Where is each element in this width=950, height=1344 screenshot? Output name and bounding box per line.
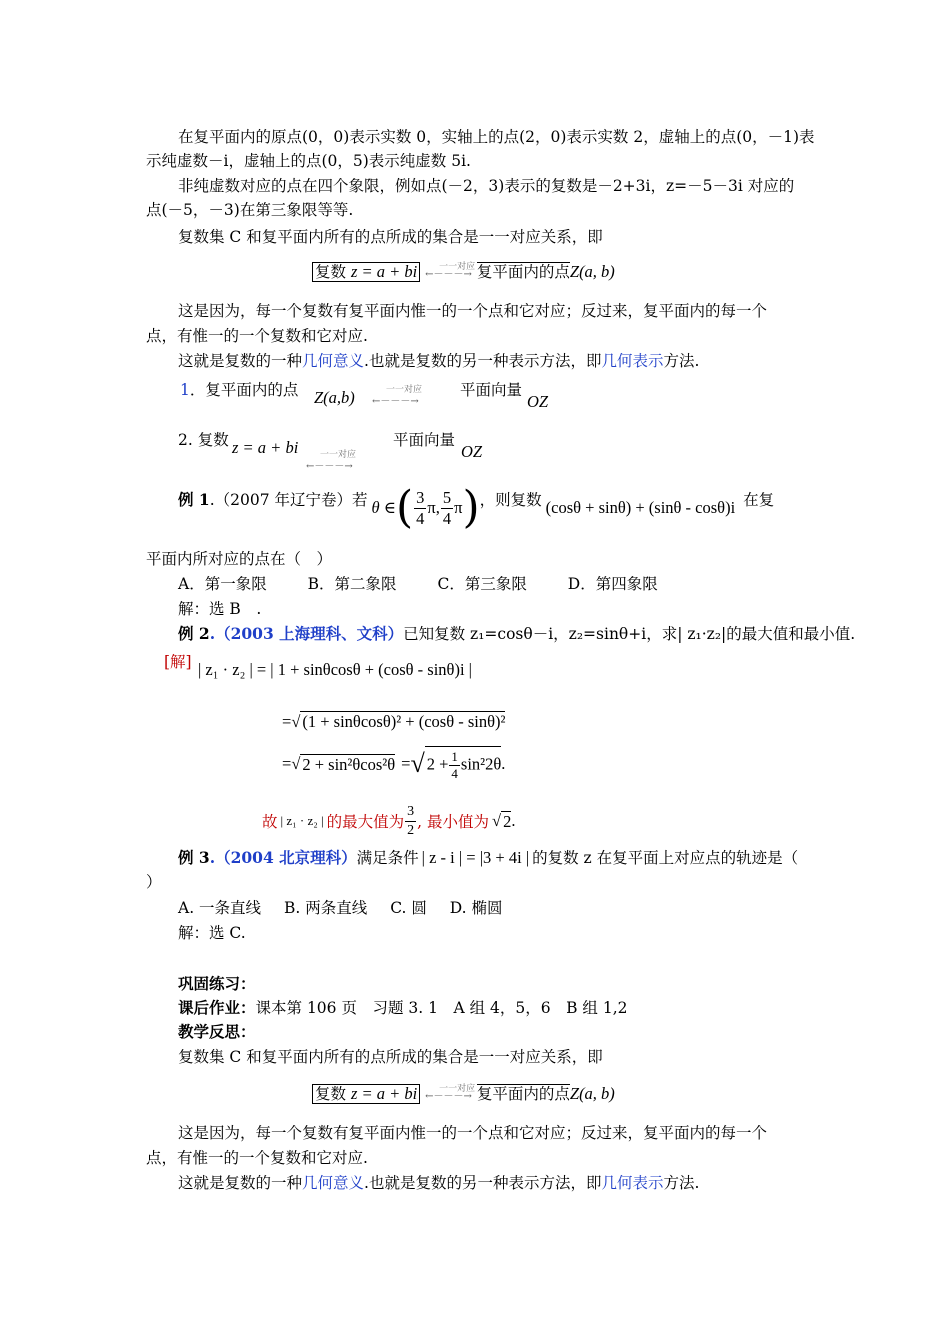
line3-end: . xyxy=(501,754,506,773)
example2-label: 例 2 xyxy=(178,624,210,643)
para5b xyxy=(178,1171,699,1195)
homework-line xyxy=(178,996,628,1020)
para1-line1: 在复平面内的原点(0，0)表示实数 0，实轴上的点(2，0)表示实数 2，虚轴上的点(0，－1)表 xyxy=(178,128,815,146)
para3b: 复数集 C 和复平面内所有的点所成的集合是一一对应关系，即 xyxy=(178,1048,603,1066)
para4-line2: 点，有惟一的一个复数和它对应. xyxy=(146,327,368,345)
ex3-option-c[interactable]: C. 圆 xyxy=(390,899,427,917)
frac1-num: 3 xyxy=(416,487,425,507)
option-b[interactable]: B．第二象限 xyxy=(307,575,397,593)
para3: 复数集 C 和复平面内所有的点所成的集合是一一对应关系，即 xyxy=(178,228,603,246)
conclusion-end: . xyxy=(511,811,516,830)
frac2-den: 4 xyxy=(442,508,452,528)
item2-vector: OZ xyxy=(461,442,483,461)
mapping2-arrow-label: 一一对应 xyxy=(439,1084,476,1094)
conclusion: 故 | z₁ · z₂ | 的最大值为 $\frac{3}{2}$ , 最小值为 √ 2 . xyxy=(262,803,516,838)
para2-line1: 非纯虚数对应的点在四个象限，例如点(－2，3)表示的复数是－2+3i，z=－5－3i 对应的 xyxy=(178,177,795,195)
example1-tail: 在复 xyxy=(743,491,775,509)
ex3-option-d[interactable]: D. 椭圆 xyxy=(449,899,503,917)
line3-frac-num: 1 xyxy=(451,749,458,764)
conclusion-mid: 的最大值为 xyxy=(326,813,405,831)
conclusion-sqrt: 2 xyxy=(503,811,512,831)
geometric-meaning-link[interactable]: 几何意义 xyxy=(302,352,365,370)
example3-condition: | z - i | = |3 + 4i | xyxy=(421,848,530,867)
mapping-formula xyxy=(312,260,615,282)
example2-line xyxy=(178,622,855,646)
example3-post: 的复数 z 在复平面上对应点的轨迹是（ xyxy=(532,849,799,867)
right-paren: ) xyxy=(462,482,480,533)
pi-1: π xyxy=(427,498,436,517)
option-d[interactable]: D．第四象限 xyxy=(567,575,658,593)
line3-eq: = xyxy=(282,754,292,773)
mapping2-left-label: 复数 xyxy=(315,1085,347,1103)
frac1-den: 4 xyxy=(416,508,425,528)
left-paren: ( xyxy=(395,482,414,533)
conclusion-frac-den: 2 xyxy=(407,822,415,838)
example1-source: .（2007 年辽宁卷）若 xyxy=(209,491,368,509)
para5b-pre: 这就是复数的一种 xyxy=(178,1174,303,1192)
mapping-arrow-label: 一一对应 xyxy=(439,262,476,272)
mapping-arrow: ←－－－→ 一一对应 xyxy=(425,269,472,280)
homework-label: 课后作业： xyxy=(178,998,256,1017)
conclusion-abs: | z₁ · z₂ | xyxy=(280,813,324,828)
solution-line2: =√ (1 + sinθcosθ)² + (cosθ - sinθ)² xyxy=(282,712,506,731)
item2-arrow: ←－－－→ 一一对应 xyxy=(306,457,950,472)
item2 xyxy=(178,428,229,450)
para5-post: 方法. xyxy=(663,352,700,370)
option-c[interactable]: C．第三象限 xyxy=(437,575,527,593)
para1-line2: 示纯虚数－i，虚轴上的点(0，5)表示纯虚数 5i. xyxy=(146,152,471,170)
solution-line3: = √ 2 + sin²θcos²θ = √ 2 + $\frac{1}{4}$ sin²2θ . xyxy=(282,744,505,784)
mapping-formula-2 xyxy=(312,1082,615,1104)
geometric-meaning-link-2[interactable]: 几何意义 xyxy=(302,1174,365,1192)
para5-mid: .也就是复数的另一种表示方法，即 xyxy=(364,352,602,370)
line2-radicand: (1 + sinθcosθ)² + (cosθ - sinθ)² xyxy=(302,712,506,731)
example1-options xyxy=(178,572,658,596)
example3-options xyxy=(178,896,503,920)
pi-2: π xyxy=(454,498,463,517)
solution-tag: [解] xyxy=(164,653,192,671)
para5-pre: 这就是复数的一种 xyxy=(178,352,303,370)
example1-theta-in: θ ∈ xyxy=(371,498,396,517)
conclusion-mid2: , 最小值为 xyxy=(417,813,490,831)
mapping2-right-expr: Z(a, b) xyxy=(569,1084,615,1103)
mapping2-arrow: ←－－－→ 一一对应 xyxy=(425,1091,472,1102)
geometric-representation-link-2[interactable]: 几何表示 xyxy=(601,1174,664,1192)
example3-pre: 满足条件 xyxy=(356,849,419,867)
ex3-option-b[interactable]: B. 两条直线 xyxy=(284,899,368,917)
ex3-option-a[interactable]: A. 一条直线 xyxy=(178,899,262,917)
example1-label: 例 1 xyxy=(178,490,210,509)
para2-line2: 点(－5，－3)在第三象限等等. xyxy=(146,201,354,219)
conclusion-frac xyxy=(405,803,416,840)
line2-eq: = xyxy=(282,712,292,731)
example3-line2: ） xyxy=(146,873,162,891)
para4-line1: 这是因为，每一个复数有复平面内惟一的一个点和它对应；反过来，复平面内的每一个 xyxy=(178,302,768,320)
example3-source: .（2004 北京理科） xyxy=(209,848,357,867)
mapping2-left-expr: z = a + bi xyxy=(350,1084,418,1103)
item1-right: 平面向量 xyxy=(460,381,523,399)
example2-source: .（2003 上海理科、文科） xyxy=(209,624,404,643)
frac2-num: 5 xyxy=(442,487,452,507)
item1-arrow-label: 一一对应 xyxy=(386,385,423,395)
line3-frac-den: 4 xyxy=(451,766,458,781)
mapping2-right-label: 复平面内的点 xyxy=(476,1085,570,1103)
example1-line2: 平面内所对应的点在（ ） xyxy=(146,550,333,568)
example1-expr: (cosθ + sinθ) + (sinθ - cosθ)i xyxy=(545,498,736,517)
mapping-right-expr: Z(a, b) xyxy=(569,262,615,281)
item2-number: 2. xyxy=(178,431,193,449)
example3-line1 xyxy=(178,846,798,870)
example1-mid: ，则复数 xyxy=(479,491,542,509)
mapping-right-label: 复平面内的点 xyxy=(476,263,570,281)
solution-line1: | z₁ · z₂ | = | 1 + sinθcosθ + (cosθ - sinθ)i | xyxy=(198,660,472,679)
mapping-left-expr: z = a + bi xyxy=(350,262,418,281)
item2-right: 平面向量 xyxy=(393,431,456,449)
item1-arrow: ←－－－→ 一一对应 xyxy=(372,392,950,407)
item2-expr: z = a + bi xyxy=(232,438,299,457)
para5b-mid: .也就是复数的另一种表示方法，即 xyxy=(364,1174,602,1192)
item1-text: ．复平面内的点 xyxy=(189,381,299,399)
frac-3-4 xyxy=(414,488,426,529)
line3-rad2-post: sin²2θ xyxy=(460,754,502,774)
conclusion-pre: 故 xyxy=(262,813,278,831)
para4b-line1: 这是因为，每一个复数有复平面内惟一的一个点和它对应；反过来，复平面内的每一个 xyxy=(178,1124,768,1142)
line3-radicand1: 2 + sin²θcos²θ xyxy=(302,754,396,774)
example2-text: 已知复数 z₁=cosθ－i，z₂=sinθ+i，求| z₁·z₂|的最大值和最小值. xyxy=(403,625,856,643)
line3-eq2: = xyxy=(401,754,411,773)
item1-number: 1 xyxy=(180,381,190,399)
practice-heading: 巩固练习： xyxy=(178,974,256,993)
mapping-left-label: 复数 xyxy=(315,263,347,281)
para5 xyxy=(178,349,699,373)
item1 xyxy=(180,378,298,400)
example1-answer: 解：选 B . xyxy=(178,600,262,618)
item1-vector: OZ xyxy=(527,392,549,411)
option-a[interactable]: A．第一象限 xyxy=(178,575,267,593)
example3-answer: 解：选 C. xyxy=(178,924,246,942)
conclusion-frac-num: 3 xyxy=(405,803,416,822)
item1-expr: Z(a,b) xyxy=(314,388,355,407)
example3-label: 例 3 xyxy=(178,848,210,867)
example1-line1: 例 1.（2007 年辽宁卷）若 θ ∈ ( $\frac{3}{4}$ π , $\frac{5}{4}$ π ) ，则复数 (cosθ + sinθ) + (sinθ - cosθ)i 在复 xyxy=(178,482,775,533)
item2-text: 复数 xyxy=(197,431,229,449)
para5b-post: 方法. xyxy=(663,1174,700,1192)
frac-5-4 xyxy=(441,488,453,529)
para4b-line2: 点，有惟一的一个复数和它对应. xyxy=(146,1149,368,1167)
geometric-representation-link[interactable]: 几何表示 xyxy=(601,352,664,370)
line3-rad2-pre: 2 + xyxy=(426,754,449,774)
homework-text: 课本第 106 页 习题 3. 1 A 组 4，5，6 B 组 1,2 xyxy=(255,999,628,1017)
reflection-heading: 教学反思： xyxy=(178,1022,256,1041)
item2-arrow-label: 一一对应 xyxy=(320,450,357,460)
